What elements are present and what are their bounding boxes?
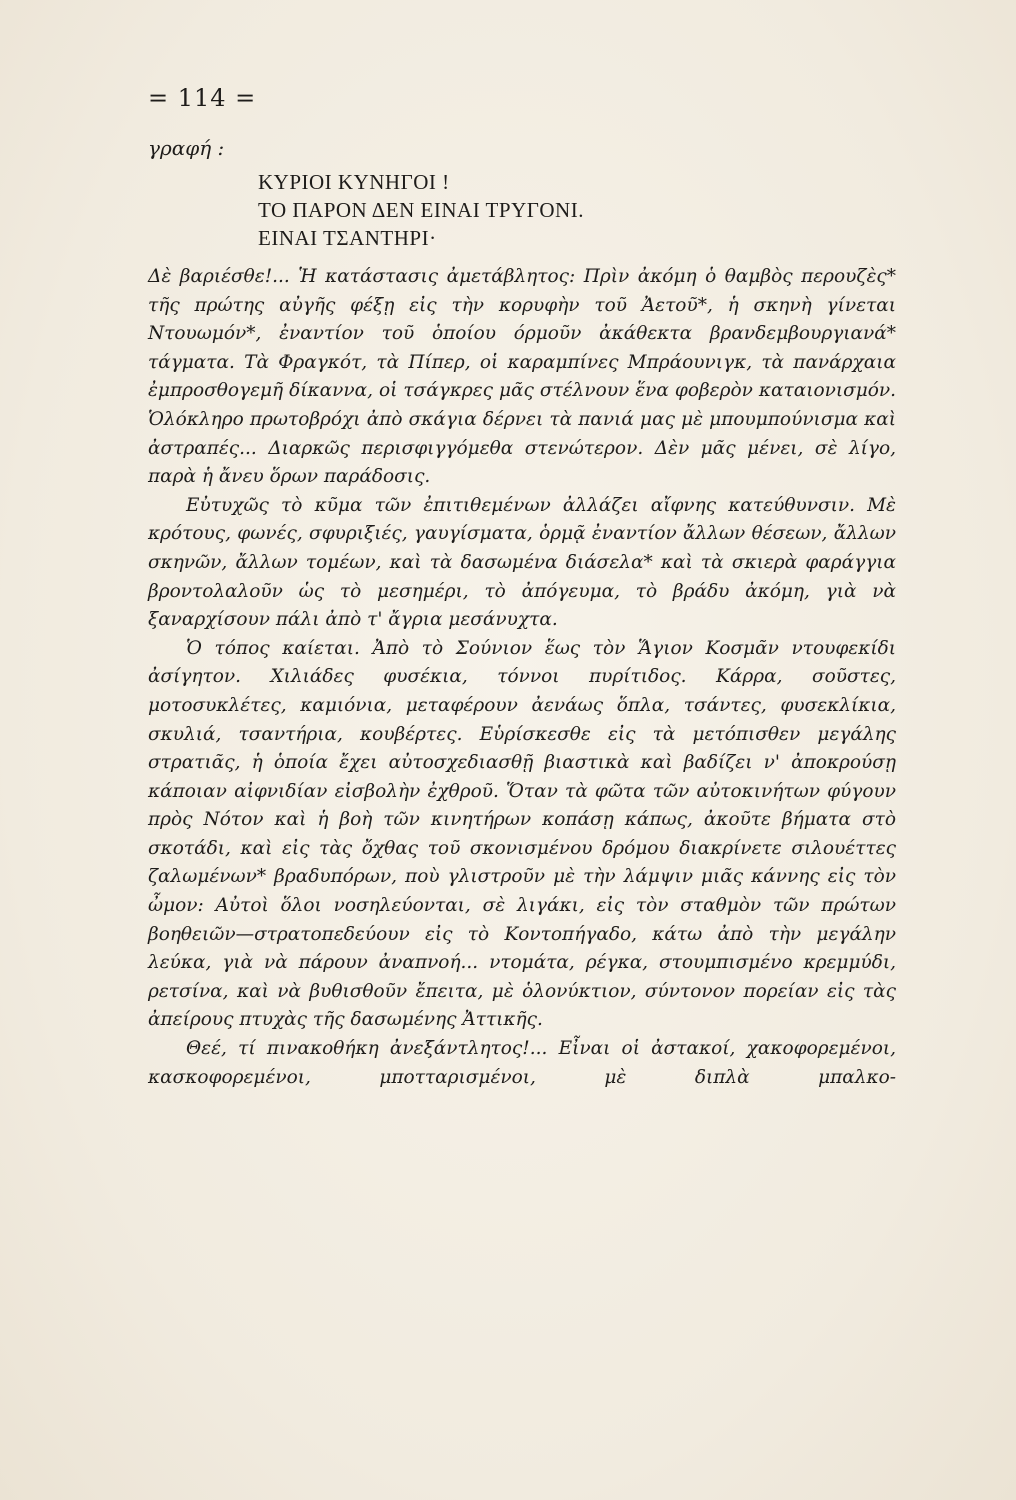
- body-text: [148, 263, 896, 1092]
- intro-word: γραφή :: [148, 136, 225, 160]
- notice-line: ΚΥΡΙΟΙ ΚΥΝΗΓΟΙ !: [258, 170, 450, 194]
- paragraph: Θεέ, τί πινακοθήκη ἀνεξάντλητος!... Εἶναι οἱ ἀστακοί, χακοφορεμένοι, κασκοφορεμένοι, μποτταρισμένοι, μὲ διπλὰ μπαλκο-: [148, 1038, 896, 1088]
- notice-line: ΕΙΝΑΙ ΤΣΑΝΤΗΡΙ·: [258, 226, 437, 250]
- paragraph: Ὁ τόπος καίεται. Ἀπὸ τὸ Σούνιον ἕως τὸν Ἅγιον Κοσμᾶν ντουφεκίδι ἀσίγητον. Χιλιάδες φυσέκια, τόννοι πυρίτιδος. Κάρρα, σοῦστες, μοτοσυκλέτες, καμιόνια, μεταφέρουν ἀενάως ὅπλα, τσάντες, φυσεκλίκια, σκυλιά, τσαντήρια, κουβέρτες. Εὑρίσκεσθε εἰς τὰ μετόπισθεν μεγάλης στρατιᾶς, ἡ ὁποία ἔχει αὐτοσχεδιασθῇ βιαστικὰ καὶ βαδίζει ν' ἀποκρούσῃ κάποιαν αἰφνιδίαν εἰσβολὴν ἐχθροῦ. Ὅταν τὰ φῶτα τῶν αὐτοκινήτων φύγουν πρὸς Νότον καὶ ἡ βοὴ τῶν κινητήρων κοπάσῃ κάπως, ἀκοῦτε βήματα στὸ σκοτάδι, καὶ εἰς τὰς ὄχθας τοῦ σκονισμένου δρόμου διακρίνετε σιλουέττες ζαλωμένων* βραδυπόρων, ποὺ γλιστροῦν μὲ τὴν λάμψιν μιᾶς κάννης εἰς τὸν ὦμον: Αὐτοὶ ὅλοι νοσηλεύονται, σὲ λιγάκι, εἰς τὸν σταθμὸν τῶν πρώτων βοηθειῶν—στρατοπεδεύουν εἰς τὸ Κοντοπήγαδο, κάτω ἀπὸ τὴν μεγάλην λεύκα, γιὰ νὰ πάρουν ἀναπνοή... ντομάτα, ρέγκα, στουμπισμένο κρεμμύδι, ρετσίνα, καὶ νὰ βυθισθοῦν ἔπειτα, μὲ ὁλονύκτιον, σύντονον πορείαν εἰς τὰς ἀπείρους πτυχὰς τῆς δασωμένης Ἀττικῆς.: [148, 637, 896, 1031]
- paragraph: Εὐτυχῶς τὸ κῦμα τῶν ἐπιτιθεμένων ἀλλάζει αἴφνης κατεύθυνσιν. Μὲ κρότους, φωνές, σφυριξιές, γαυγίσματα, ὁρμᾷ ἐναντίον ἄλλων θέσεων, ἄλλων σκηνῶν, ἄλλων τομέων, καὶ τὰ δασωμένα διάσελα* καὶ τὰ σκιερὰ φαράγγια βροντολαλοῦν ὡς τὸ μεσημέρι, τὸ ἀπόγευμα, τὸ βράδυ ἀκόμη, γιὰ νὰ ξαναρχίσουν πάλι ἀπὸ τ' ἄγρια μεσάνυχτα.: [148, 494, 896, 631]
- notice-block: [258, 168, 584, 252]
- notice-line: ΤΟ ΠΑΡΟΝ ΔΕΝ ΕΙΝΑΙ ΤΡΥΓΟΝΙ.: [258, 198, 584, 222]
- page-number: = 114 =: [148, 84, 257, 112]
- paragraph: Δὲ βαριέσθε!... Ἡ κατάστασις ἀμετάβλητος: Πρὶν ἀκόμη ὁ θαμβὸς περουζὲς* τῆς πρώτης αὐγῆς φέξῃ εἰς τὴν κορυφὴν τοῦ Ἀετοῦ*, ἡ σκηνὴ γίνεται Ντουωμόν*, ἐναντίον τοῦ ὁποίου όρμοῦν ἀκάθεκτα βρανδεμβουργιανά* τάγματα. Τὰ Φραγκότ, τὰ Πίπερ, οἱ καραμπίνες Μπράουνιγκ, τὰ πανάρχαια ἐμπροσθογεμῆ δίκαννα, οἱ τσάγκρες μᾶς στέλνουν ἕνα φοβερὸν καταιονισμόν. Ὁλόκληρο πρωτοβρόχι ἀπὸ σκάγια δέρνει τὰ πανιά μας μὲ μπουμπούνισμα καὶ ἀστραπές... Διαρκῶς περισφιγγόμεθα στενώτερον. Δὲν μᾶς μένει, σὲ λίγο, παρὰ ἡ ἄνευ ὅρων παράδοσις.: [148, 266, 896, 488]
